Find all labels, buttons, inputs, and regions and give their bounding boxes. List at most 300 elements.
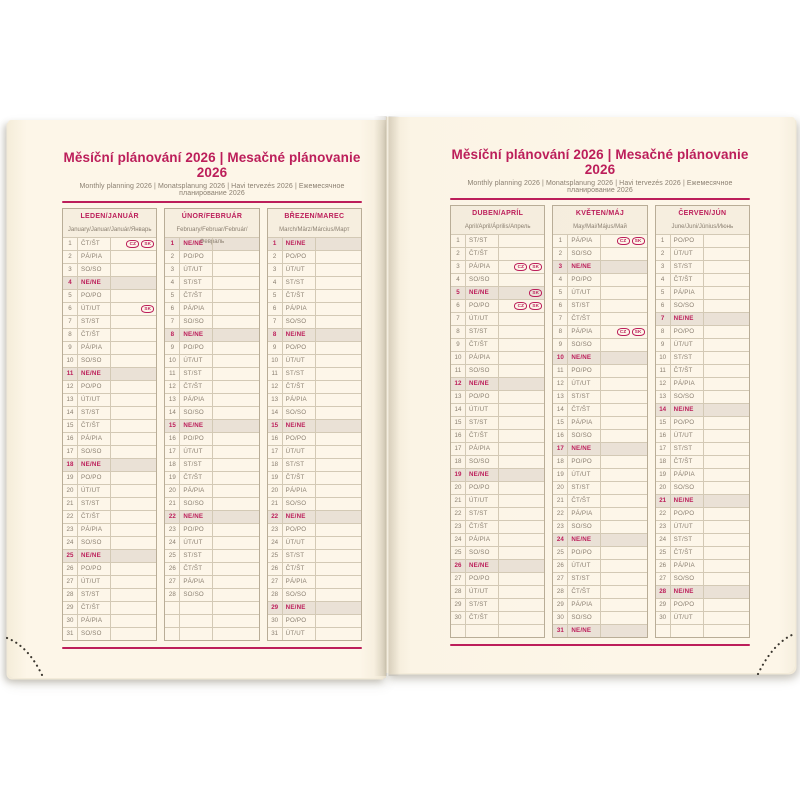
day-number-cell: 2 — [165, 251, 180, 263]
day-abbrev-cell: PO/PO — [671, 599, 704, 611]
day-row — [553, 611, 646, 624]
day-row — [268, 575, 361, 588]
day-number-cell: 25 — [165, 550, 180, 562]
notes-cell — [704, 612, 749, 624]
day-abbrev-cell: ÚT/UT — [466, 586, 499, 598]
day-abbrev-cell: ČT/ŠT — [180, 290, 213, 302]
day-row — [553, 585, 646, 598]
day-abbrev-cell: SO/SO — [671, 391, 704, 403]
day-abbrev-cell: PO/PO — [283, 342, 316, 354]
notes-cell — [704, 300, 749, 312]
day-row — [451, 598, 544, 611]
notes-cell — [316, 433, 361, 445]
notes-cell — [499, 287, 544, 299]
day-abbrev-cell: PÁ/PIA — [466, 261, 499, 273]
day-abbrev-cell — [180, 602, 213, 614]
day-number-cell: 24 — [451, 534, 466, 546]
day-row — [656, 377, 749, 390]
notes-cell — [499, 261, 544, 273]
day-number-cell: 16 — [165, 433, 180, 445]
day-abbrev-cell: SO/SO — [568, 521, 601, 533]
day-abbrev-cell: PO/PO — [283, 251, 316, 263]
month-subtitle: March/März/Március/Март — [268, 224, 361, 237]
notes-cell — [601, 508, 646, 520]
day-abbrev-cell: SO/SO — [466, 365, 499, 377]
notes-cell — [316, 381, 361, 393]
day-abbrev-cell: NE/NE — [568, 625, 601, 637]
day-number-cell: 14 — [268, 407, 283, 419]
day-row — [656, 416, 749, 429]
notes-cell — [213, 433, 258, 445]
day-row — [553, 416, 646, 429]
day-number-cell: 27 — [656, 573, 671, 585]
day-abbrev-cell: ČT/ŠT — [283, 563, 316, 575]
day-abbrev-cell: ST/ST — [180, 459, 213, 471]
notes-cell — [704, 274, 749, 286]
notes-cell — [499, 352, 544, 364]
day-abbrev-cell: PÁ/PIA — [568, 417, 601, 429]
notes-cell — [213, 329, 258, 341]
day-row — [451, 585, 544, 598]
day-row — [268, 263, 361, 276]
day-number-cell: 9 — [268, 342, 283, 354]
notes-cell — [316, 368, 361, 380]
notes-cell — [704, 560, 749, 572]
day-abbrev-cell: PÁ/PIA — [180, 576, 213, 588]
day-row — [553, 481, 646, 494]
day-number-cell: 4 — [63, 277, 78, 289]
day-abbrev-cell: NE/NE — [568, 534, 601, 546]
notes-cell — [704, 495, 749, 507]
day-abbrev-cell: ST/ST — [78, 316, 111, 328]
day-number-cell: 28 — [165, 589, 180, 601]
day-abbrev-cell: ČT/ŠT — [568, 313, 601, 325]
day-row — [165, 445, 258, 458]
day-row — [165, 289, 258, 302]
day-row — [63, 445, 156, 458]
bottom-rule — [62, 647, 362, 649]
day-row — [63, 627, 156, 640]
day-abbrev-cell: PÁ/PIA — [568, 326, 601, 338]
notes-cell — [213, 264, 258, 276]
day-abbrev-cell: NE/NE — [78, 368, 111, 380]
notes-cell — [316, 264, 361, 276]
day-abbrev-cell: ÚT/UT — [671, 339, 704, 351]
day-row — [553, 598, 646, 611]
notes-cell — [499, 417, 544, 429]
day-row — [553, 546, 646, 559]
month-column — [450, 205, 545, 638]
day-abbrev-cell: NE/NE — [180, 329, 213, 341]
day-row — [63, 393, 156, 406]
month-name: BŘEZEN/MAREC — [268, 209, 361, 224]
day-number-cell: 1 — [268, 238, 283, 250]
day-number-cell: 17 — [451, 443, 466, 455]
notes-cell — [704, 456, 749, 468]
day-abbrev-cell: NE/NE — [466, 469, 499, 481]
notes-cell — [704, 599, 749, 611]
notes-cell — [601, 469, 646, 481]
notes-cell — [213, 576, 258, 588]
day-row — [165, 315, 258, 328]
day-abbrev-cell: ST/ST — [283, 459, 316, 471]
day-row — [553, 299, 646, 312]
notes-cell — [499, 300, 544, 312]
day-abbrev-cell: ČT/ŠT — [466, 339, 499, 351]
notes-cell — [111, 238, 156, 250]
day-abbrev-cell: ČT/ŠT — [283, 290, 316, 302]
day-abbrev-cell: ST/ST — [180, 368, 213, 380]
notes-cell — [316, 238, 361, 250]
page-subtitle: Monthly planning 2026 | Monatsplanung 2026 | Havi tervezés 2026 | Ежемесячное планирование 2026 — [467, 180, 733, 194]
day-number-cell: 5 — [63, 290, 78, 302]
day-row — [656, 403, 749, 416]
day-row — [268, 419, 361, 432]
notes-cell — [316, 407, 361, 419]
day-row — [553, 234, 646, 247]
day-row — [165, 536, 258, 549]
day-row — [656, 572, 749, 585]
day-number-cell: 15 — [165, 420, 180, 432]
day-row — [656, 442, 749, 455]
day-number-cell: 29 — [656, 599, 671, 611]
day-number-cell: 30 — [656, 612, 671, 624]
day-number-cell: 12 — [268, 381, 283, 393]
notes-cell — [704, 417, 749, 429]
day-row — [268, 445, 361, 458]
day-abbrev-cell: PO/PO — [180, 433, 213, 445]
day-abbrev-cell: ST/ST — [568, 573, 601, 585]
day-row — [63, 406, 156, 419]
day-number-cell: 17 — [268, 446, 283, 458]
day-number-cell: 8 — [63, 329, 78, 341]
notes-cell — [499, 456, 544, 468]
notes-cell — [213, 602, 258, 614]
notes-cell — [704, 248, 749, 260]
day-row — [63, 510, 156, 523]
day-row — [268, 614, 361, 627]
notes-cell — [213, 290, 258, 302]
day-abbrev-cell: NE/NE — [466, 287, 499, 299]
day-row — [451, 325, 544, 338]
notes-cell — [316, 459, 361, 471]
day-abbrev-cell: ST/ST — [466, 235, 499, 247]
day-row — [268, 497, 361, 510]
day-number-cell: 3 — [451, 261, 466, 273]
day-number-cell: 30 — [63, 615, 78, 627]
holiday-badge-sk: SK — [632, 328, 645, 336]
day-number-cell: 14 — [451, 404, 466, 416]
notes-cell — [499, 443, 544, 455]
day-row — [63, 367, 156, 380]
day-abbrev-cell: ČT/ŠT — [180, 381, 213, 393]
left-page — [8, 120, 386, 678]
day-number-cell: 22 — [451, 508, 466, 520]
day-number-cell: 4 — [268, 277, 283, 289]
page-title: Měsíční plánování 2026 | Mesačné plánovanie 2026 — [451, 147, 749, 177]
day-row — [268, 367, 361, 380]
notes-cell — [601, 404, 646, 416]
day-row — [656, 234, 749, 247]
notes-cell — [111, 537, 156, 549]
day-number-cell: 6 — [63, 303, 78, 315]
day-number-cell: 6 — [656, 300, 671, 312]
notes-cell — [601, 261, 646, 273]
day-row — [63, 263, 156, 276]
notes-cell — [316, 602, 361, 614]
notes-cell — [111, 563, 156, 575]
day-number-cell: 18 — [63, 459, 78, 471]
day-abbrev-cell — [180, 615, 213, 627]
day-row — [553, 390, 646, 403]
day-abbrev-cell: PÁ/PIA — [466, 534, 499, 546]
notes-cell — [213, 381, 258, 393]
day-number-cell: 9 — [656, 339, 671, 351]
notes-cell — [704, 521, 749, 533]
day-row — [451, 273, 544, 286]
day-number-cell: 23 — [451, 521, 466, 533]
day-row — [451, 403, 544, 416]
day-row — [63, 250, 156, 263]
notes-cell — [499, 508, 544, 520]
day-abbrev-cell: PÁ/PIA — [671, 560, 704, 572]
day-abbrev-cell: SO/SO — [283, 589, 316, 601]
notes-cell — [499, 586, 544, 598]
notes-cell — [213, 537, 258, 549]
months-grid — [450, 205, 750, 638]
day-row — [63, 471, 156, 484]
notes-cell — [213, 420, 258, 432]
day-row — [451, 364, 544, 377]
month-name: LEDEN/JANUÁR — [63, 209, 156, 224]
day-number-cell: 12 — [451, 378, 466, 390]
left-page-content — [62, 150, 362, 649]
day-abbrev-cell: PO/PO — [671, 508, 704, 520]
day-abbrev-cell: SO/SO — [283, 498, 316, 510]
day-row — [451, 416, 544, 429]
day-number-cell: 12 — [63, 381, 78, 393]
day-number-cell: 13 — [268, 394, 283, 406]
day-number-cell: 1 — [451, 235, 466, 247]
day-abbrev-cell: NE/NE — [466, 560, 499, 572]
day-abbrev-cell: PO/PO — [78, 381, 111, 393]
day-row — [268, 510, 361, 523]
day-number-cell: 10 — [553, 352, 568, 364]
notes-cell — [499, 534, 544, 546]
day-row — [63, 315, 156, 328]
day-abbrev-cell: SO/SO — [466, 547, 499, 559]
notes-cell — [111, 251, 156, 263]
notes-cell — [111, 550, 156, 562]
notes-cell — [601, 521, 646, 533]
day-row — [63, 601, 156, 614]
day-number-cell: 5 — [165, 290, 180, 302]
day-number-cell: 1 — [656, 235, 671, 247]
day-number-cell: 1 — [63, 238, 78, 250]
day-number-cell: 3 — [553, 261, 568, 273]
day-number-cell: 20 — [165, 485, 180, 497]
notes-cell — [316, 485, 361, 497]
notes-cell — [316, 524, 361, 536]
day-abbrev-cell: ČT/ŠT — [78, 329, 111, 341]
day-abbrev-cell: ÚT/UT — [283, 264, 316, 276]
day-row — [451, 533, 544, 546]
day-row — [451, 611, 544, 624]
notes-cell — [704, 404, 749, 416]
notes-cell — [704, 378, 749, 390]
day-number-cell: 24 — [63, 537, 78, 549]
day-abbrev-cell: ST/ST — [78, 407, 111, 419]
top-rule — [450, 198, 750, 200]
day-abbrev-cell: ST/ST — [671, 261, 704, 273]
day-abbrev-cell: ÚT/UT — [283, 537, 316, 549]
day-row — [63, 523, 156, 536]
day-number-cell: 16 — [553, 430, 568, 442]
right-page — [386, 117, 795, 673]
day-row — [656, 247, 749, 260]
day-number-cell: 11 — [63, 368, 78, 380]
day-row — [451, 494, 544, 507]
day-abbrev-cell: NE/NE — [568, 352, 601, 364]
day-number-cell: 6 — [165, 303, 180, 315]
day-number-cell: 27 — [553, 573, 568, 585]
notes-cell — [499, 365, 544, 377]
day-number-cell: 23 — [656, 521, 671, 533]
notes-cell — [601, 547, 646, 559]
day-number-cell: 19 — [63, 472, 78, 484]
day-abbrev-cell: NE/NE — [283, 602, 316, 614]
notes-cell — [499, 339, 544, 351]
notes-cell — [316, 316, 361, 328]
notes-cell — [601, 612, 646, 624]
day-abbrev-cell: PÁ/PIA — [180, 485, 213, 497]
notes-cell — [213, 277, 258, 289]
day-row — [553, 403, 646, 416]
day-number-cell: 2 — [451, 248, 466, 260]
day-row — [165, 588, 258, 601]
day-abbrev-cell: SO/SO — [671, 482, 704, 494]
month-name: ÚNOR/FEBRUÁR — [165, 209, 258, 224]
notes-cell — [601, 417, 646, 429]
holiday-badge-cz: CZ — [514, 302, 527, 310]
day-abbrev-cell: SO/SO — [78, 264, 111, 276]
notes-cell — [111, 277, 156, 289]
day-number-cell: 20 — [268, 485, 283, 497]
notes-cell — [316, 342, 361, 354]
day-row — [656, 507, 749, 520]
day-abbrev-cell: NE/NE — [568, 443, 601, 455]
notes-cell — [111, 355, 156, 367]
notes-cell — [499, 625, 544, 637]
day-abbrev-cell: PÁ/PIA — [78, 433, 111, 445]
notes-cell — [704, 313, 749, 325]
day-number-cell: 24 — [656, 534, 671, 546]
day-row — [553, 572, 646, 585]
day-number-cell: 20 — [63, 485, 78, 497]
day-number-cell: 21 — [553, 495, 568, 507]
notes-cell — [704, 430, 749, 442]
notes-cell — [213, 251, 258, 263]
notes-cell — [111, 615, 156, 627]
notes-cell — [111, 420, 156, 432]
day-abbrev-cell: ÚT/UT — [180, 446, 213, 458]
notes-cell — [601, 287, 646, 299]
day-row — [165, 575, 258, 588]
day-abbrev-cell: SO/SO — [78, 537, 111, 549]
day-number-cell: 17 — [656, 443, 671, 455]
day-number-cell: 7 — [656, 313, 671, 325]
day-number-cell: 25 — [553, 547, 568, 559]
day-abbrev-cell: PÁ/PIA — [180, 303, 213, 315]
day-number-cell: 26 — [553, 560, 568, 572]
day-number-cell — [165, 602, 180, 614]
holiday-badge-sk: SK — [529, 289, 542, 297]
day-abbrev-cell: SO/SO — [180, 589, 213, 601]
notes-cell — [213, 238, 258, 250]
day-abbrev-cell — [466, 625, 499, 637]
day-row — [165, 354, 258, 367]
day-number-cell: 11 — [165, 368, 180, 380]
day-number-cell: 17 — [553, 443, 568, 455]
day-row — [656, 585, 749, 598]
day-row — [451, 390, 544, 403]
day-abbrev-cell: ÚT/UT — [180, 264, 213, 276]
day-number-cell: 19 — [553, 469, 568, 481]
day-row — [656, 559, 749, 572]
day-number-cell: 1 — [165, 238, 180, 250]
notes-cell — [111, 394, 156, 406]
day-number-cell: 19 — [268, 472, 283, 484]
day-row — [63, 575, 156, 588]
day-number-cell: 27 — [268, 576, 283, 588]
day-abbrev-cell: PO/PO — [78, 290, 111, 302]
notes-cell — [601, 352, 646, 364]
day-abbrev-cell: ČT/ŠT — [180, 563, 213, 575]
notes-cell — [316, 329, 361, 341]
day-abbrev-cell: NE/NE — [283, 329, 316, 341]
notes-cell — [704, 326, 749, 338]
day-row — [451, 481, 544, 494]
day-abbrev-cell: ÚT/UT — [78, 303, 111, 315]
day-row — [656, 312, 749, 325]
day-row — [63, 562, 156, 575]
right-page-content — [450, 147, 750, 646]
day-row — [451, 286, 544, 299]
day-number-cell: 18 — [451, 456, 466, 468]
notes-cell — [213, 472, 258, 484]
notes-cell — [111, 316, 156, 328]
day-abbrev-cell: NE/NE — [180, 511, 213, 523]
day-number-cell: 18 — [165, 459, 180, 471]
day-row — [451, 507, 544, 520]
notes-cell — [499, 521, 544, 533]
day-number-cell: 29 — [451, 599, 466, 611]
day-abbrev-cell: ÚT/UT — [671, 430, 704, 442]
day-abbrev-cell: PO/PO — [78, 563, 111, 575]
day-row — [451, 234, 544, 247]
day-abbrev-cell: ÚT/UT — [671, 612, 704, 624]
day-abbrev-cell: ST/ST — [180, 550, 213, 562]
day-abbrev-cell: ÚT/UT — [568, 287, 601, 299]
day-number-cell: 12 — [165, 381, 180, 393]
notes-cell — [704, 391, 749, 403]
day-abbrev-cell: PÁ/PIA — [466, 443, 499, 455]
day-number-cell: 15 — [451, 417, 466, 429]
notes-cell — [213, 355, 258, 367]
notes-cell — [213, 446, 258, 458]
notes-cell — [704, 534, 749, 546]
day-number-cell: 30 — [268, 615, 283, 627]
